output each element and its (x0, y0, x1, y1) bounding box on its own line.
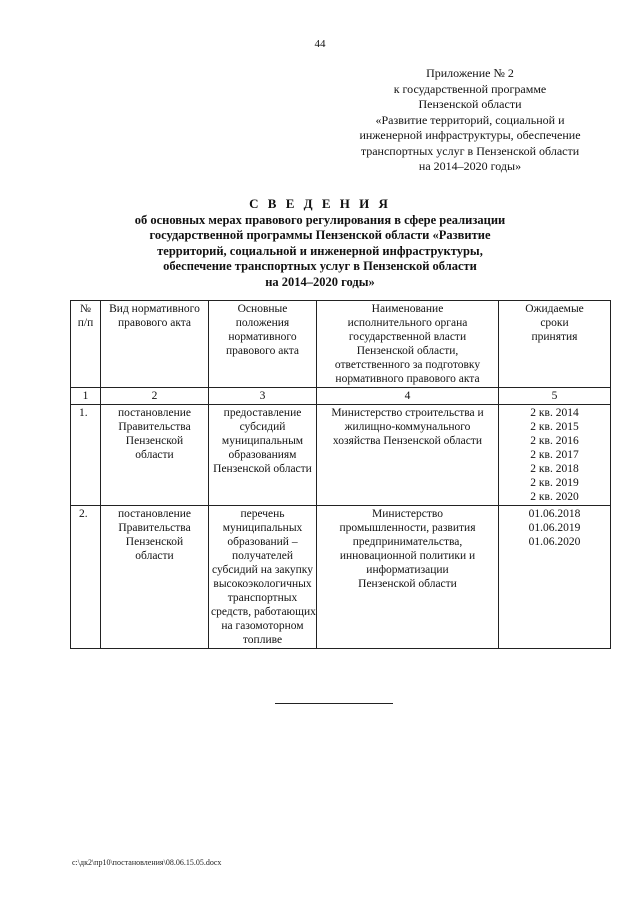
header-cell-number: № п/п (71, 301, 101, 388)
column-number: 3 (209, 388, 317, 405)
end-separator-line (275, 703, 393, 704)
appendix-line: Пензенской области (418, 97, 522, 111)
page-number: 44 (314, 38, 326, 50)
title-line: обеспечение транспортных услуг в Пензенской области (163, 259, 477, 273)
table-row (71, 506, 611, 649)
table-row (71, 405, 611, 506)
appendix-line: Приложение № 2 (426, 66, 514, 80)
document-title (95, 196, 545, 290)
appendix-line: инженерной инфраструктуры, обеспечение (359, 128, 581, 142)
row-number: 1. (71, 405, 101, 506)
dates-cell: 01.06.2018 01.06.2019 01.06.2020 (499, 506, 611, 649)
responsible-body-cell: Министерство промышленности, развития предпринимательства, инновационной политики и информатизации Пензенской области (317, 506, 499, 649)
column-number: 4 (317, 388, 499, 405)
title-line: государственной программы Пензенской области «Развитие (149, 228, 491, 242)
dates-cell: 2 кв. 2014 2 кв. 2015 2 кв. 2016 2 кв. 2017 2 кв. 2018 2 кв. 2019 2 кв. 2020 (499, 405, 611, 506)
appendix-line: к государственной программе (393, 81, 547, 96)
title-line: на 2014–2020 годы» (265, 274, 375, 289)
title-heading: С В Е Д Е Н И Я (249, 196, 391, 211)
column-number-row (71, 388, 611, 405)
appendix-line: транспортных услуг в Пензенской области (360, 143, 580, 158)
column-number: 2 (101, 388, 209, 405)
measures-table (70, 300, 611, 649)
responsible-body-cell: Министерство строительства и жилищно-коммунального хозяйства Пензенской области (317, 405, 499, 506)
column-number: 5 (499, 388, 611, 405)
provisions-cell: предоставление субсидий муниципальным образованиям Пензенской области (209, 405, 317, 506)
row-number: 2. (71, 506, 101, 649)
title-line: об основных мерах правового регулирования в сфере реализации (134, 212, 506, 227)
provisions-cell: перечень муниципальных образований – получателей субсидий на закупку высокоэкологичных транспортных средств, работающих на газомоторном топливе (209, 506, 317, 649)
title-line: территорий, социальной и инженерной инфраструктуры, (157, 243, 483, 258)
act-type-cell: постановление Правительства Пензенской области (101, 405, 209, 506)
appendix-line: «Развитие территорий, социальной и (375, 112, 565, 127)
header-cell-responsible-body: Наименование исполнительного органа государственной власти Пензенской области, ответственного за подготовку нормативного правового акта (317, 301, 499, 388)
table-header-row (71, 301, 611, 388)
column-number: 1 (71, 388, 101, 405)
file-path-footer: c:\дк2\пр10\постановления\08.06.15.05.docx (72, 858, 222, 867)
header-cell-provisions: Основные положения нормативного правового акта (209, 301, 317, 388)
act-type-cell: постановление Правительства Пензенской области (101, 506, 209, 649)
header-cell-dates: Ожидаемые сроки принятия (499, 301, 611, 388)
appendix-caption (330, 66, 610, 175)
appendix-line: на 2014–2020 годы» (418, 159, 522, 173)
header-cell-act-type: Вид нормативного правового акта (101, 301, 209, 388)
